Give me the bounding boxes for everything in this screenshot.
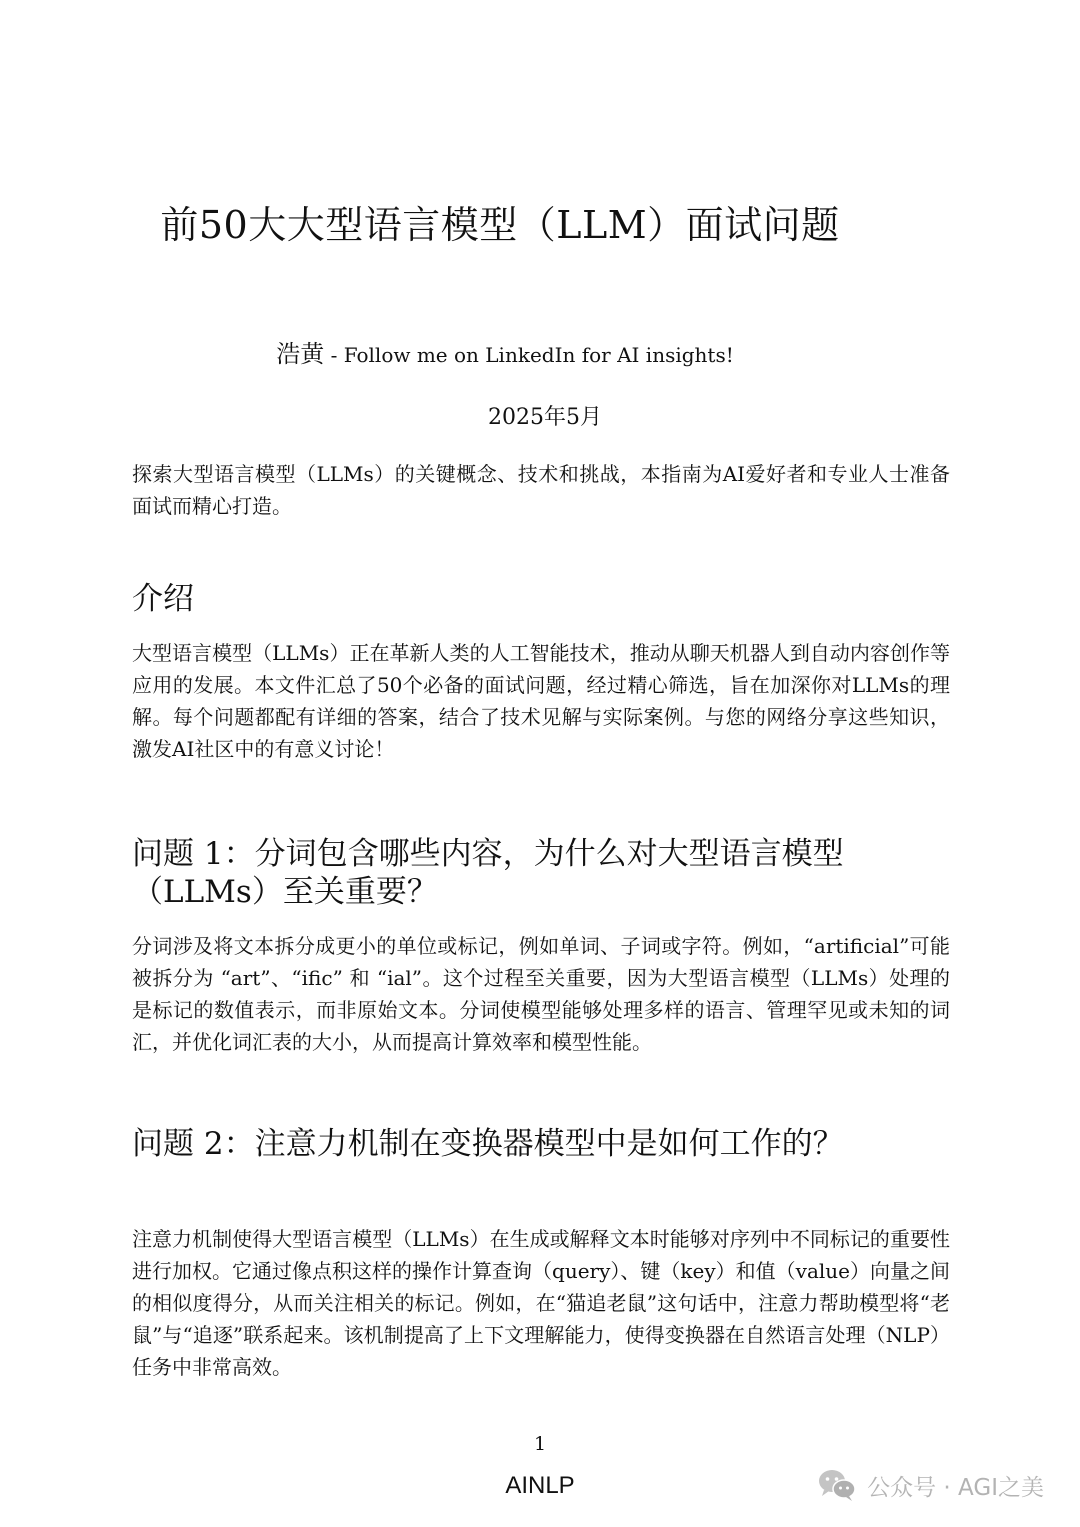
page-number: 1 [533, 1433, 547, 1455]
section-body-q1: 分词涉及将文本拆分成更小的单位或标记，例如单词、子词或字符。例如，“artificial”可能被拆分为 “art”、“ific” 和 “ial”。这个过程至关重要，因为大型语言模型（LLMs）处理的是标记的数值表示，而非原始文本。分词使模型能够处理多样的语言、管理罕见或未知的词汇，并优化词汇表的大小，从而提高计算效率和模型性能。 [132, 934, 950, 1054]
watermark [817, 1465, 1044, 1505]
section-heading-q2: 问题 2：注意力机制在变换器模型中是如何工作的？ [132, 1126, 844, 1162]
section-heading-q1: 问题 1：分词包含哪些内容，为什么对大型语言模型（LLMs）至关重要？ [132, 836, 844, 910]
watermark-text: 公众号 · AGI之美 [867, 1474, 1044, 1501]
footer-brand: AINLP [505, 1472, 575, 1499]
section-body-intro: 大型语言模型（LLMs）正在革新人类的人工智能技术，推动从聊天机器人到自动内容创作等应用的发展。本文件汇总了50个必备的面试问题，经过精心筛选，旨在加深你对LLMs的理解。每个问题都配有详细的答案，结合了技术见解与实际案例。与您的网络分享这些知识，激发AI社区中的有意义讨论！ [132, 641, 950, 761]
document-date: 2025年5月 [488, 405, 602, 430]
document-title: 前50大大型语言模型（LLM）面试问题 [160, 203, 840, 247]
section-body-q2: 注意力机制使得大型语言模型（LLMs）在生成或解释文本时能够对序列中不同标记的重要性进行加权。它通过像点积这样的操作计算查询（query）、键（key）和值（value）向量之间的相似度得分，从而关注相关的标记。例如，在“猫追老鼠”这句话中，注意力帮助模型将“老鼠”与“追逐”联系起来。该机制提高了上下文理解能力，使得变换器在自然语言处理（NLP）任务中非常高效。 [132, 1227, 950, 1379]
wechat-icon [817, 1468, 857, 1502]
author-line [0, 336, 1010, 373]
abstract-text: 探索大型语言模型（LLMs）的关键概念、技术和挑战，本指南为AI爱好者和专业人士准备面试而精心打造。 [132, 462, 950, 518]
author-name: 浩黄 [276, 340, 325, 368]
author-tagline: - Follow me on LinkedIn for AI insights! [324, 343, 734, 367]
section-heading-intro: 介绍 [132, 581, 194, 617]
